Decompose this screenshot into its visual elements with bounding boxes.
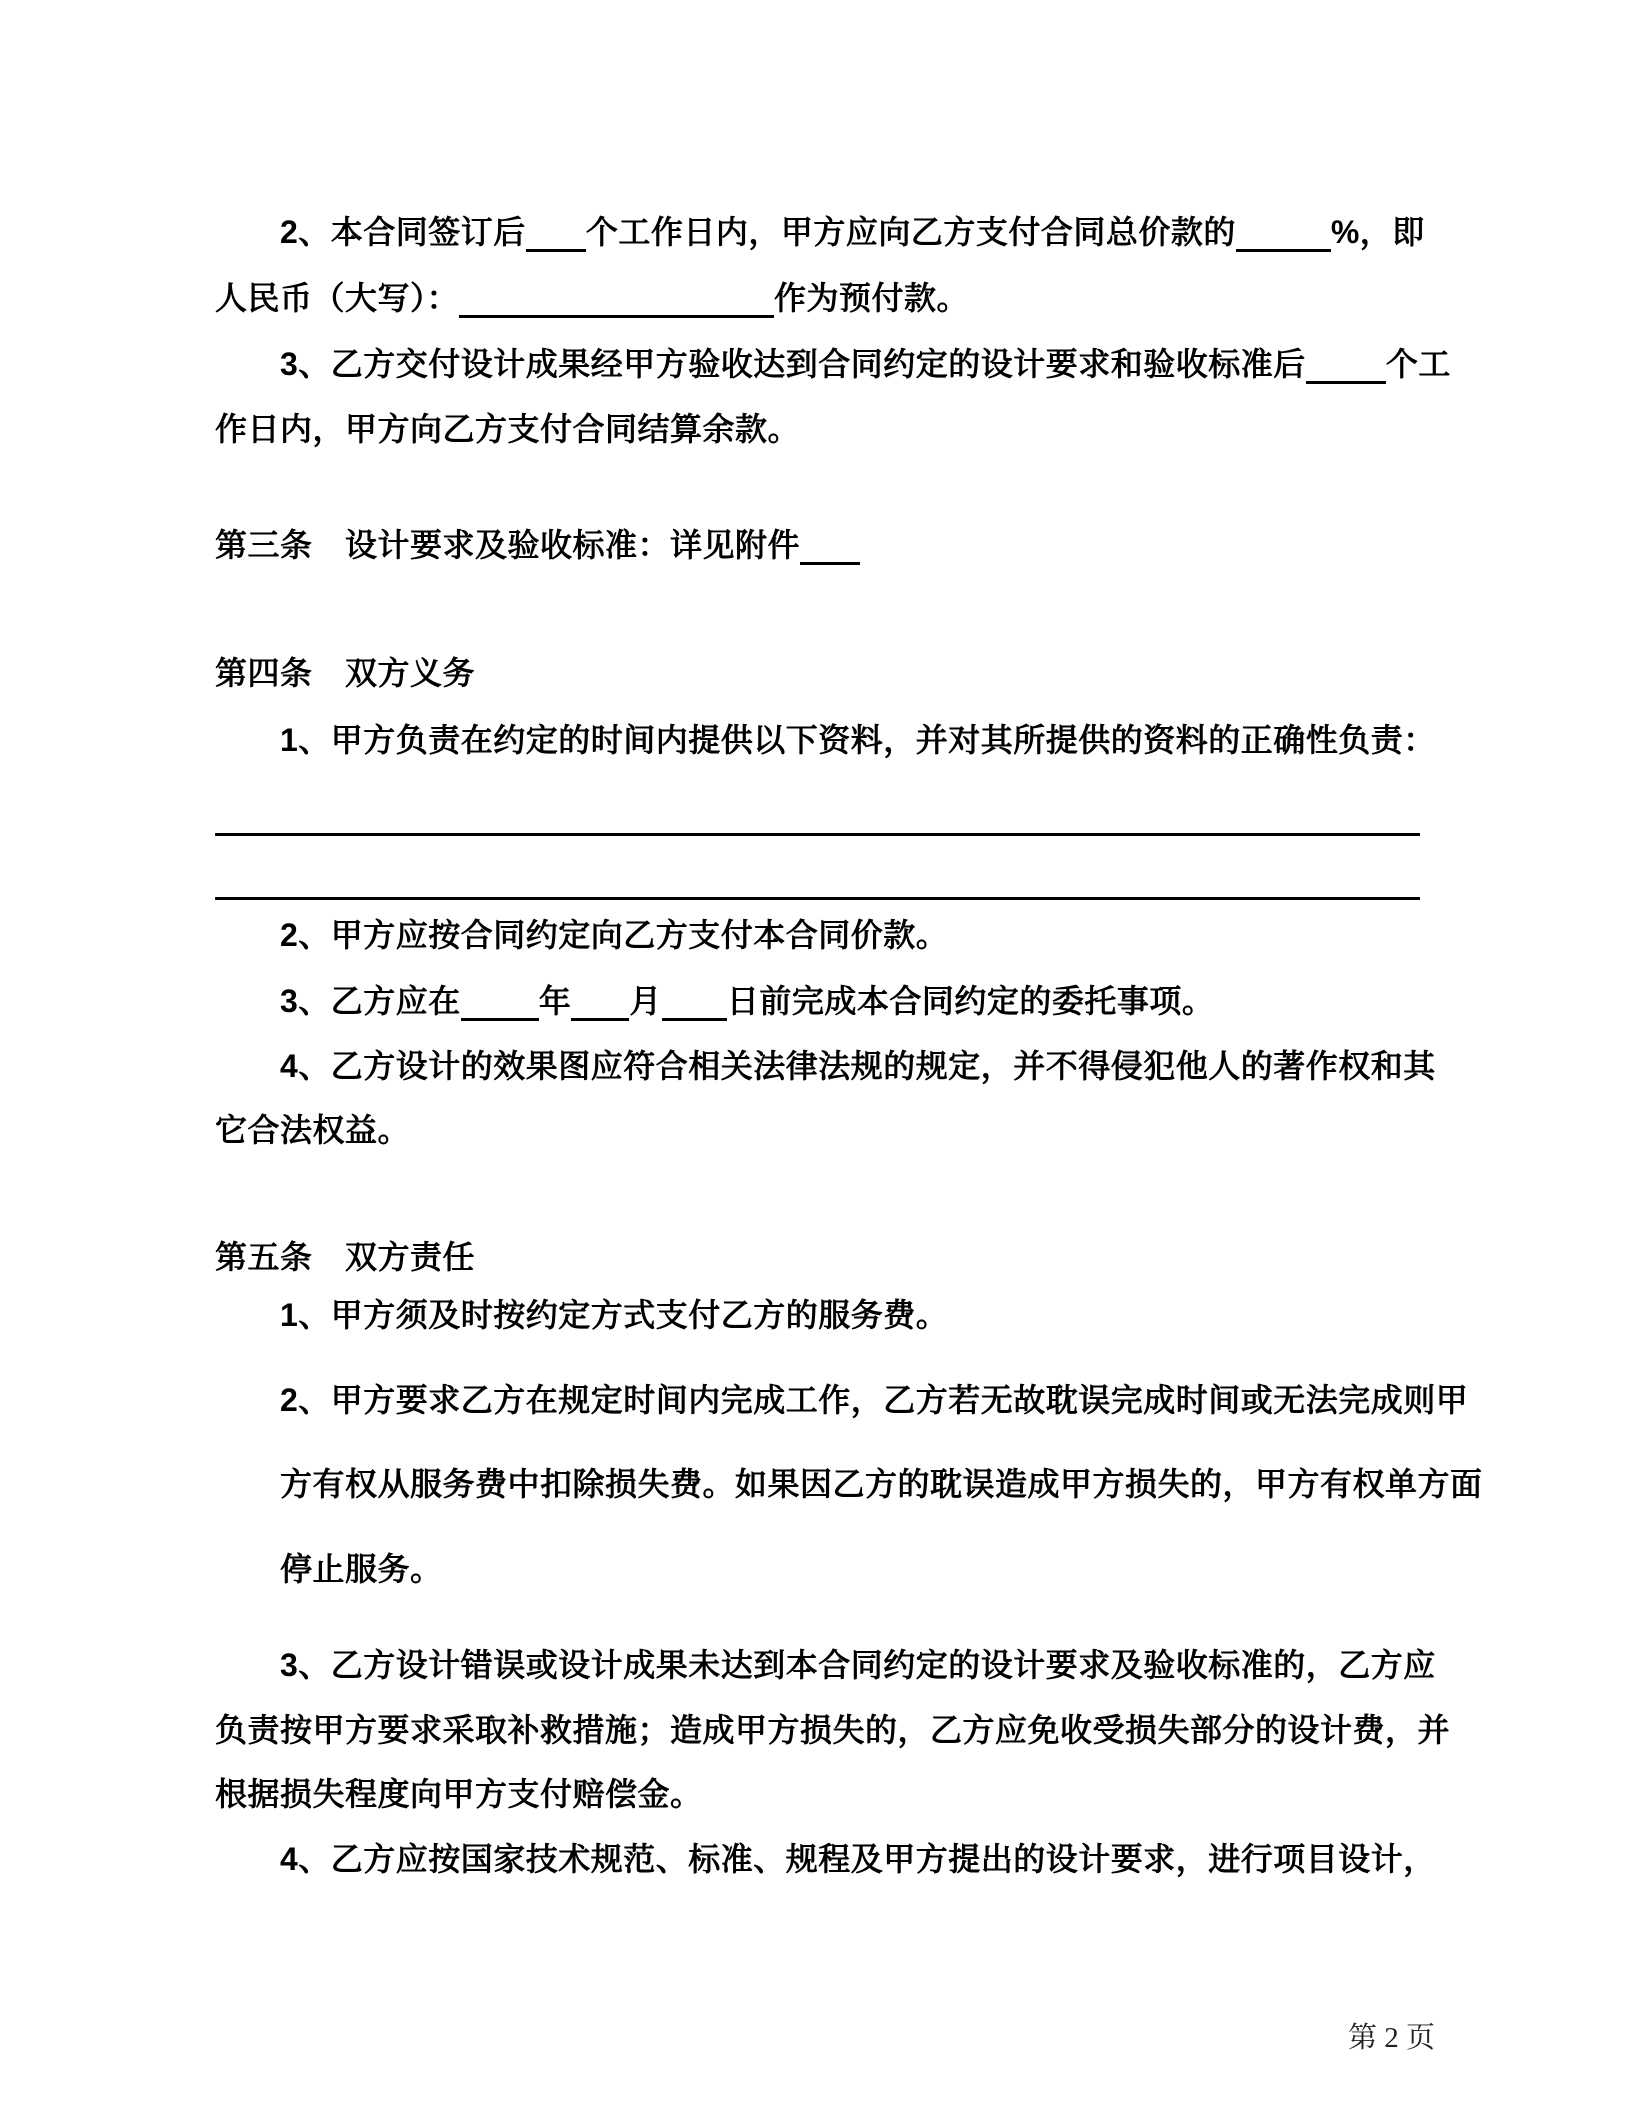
section-heading (215, 1237, 475, 1277)
page-number: 第 2 页 (1348, 2022, 1436, 2054)
text-line (280, 981, 1214, 1021)
text-segment: 1、甲方负责在约定的时间内提供以下资料，并对其所提供的资料的正确性负责： (280, 722, 1436, 758)
text-segment: 第四条 双方义务 (215, 655, 476, 691)
text-line (280, 1046, 1436, 1086)
text-segment: 日前完成本合同约定的委托事项。 (726, 983, 1215, 1019)
text-segment: 个工 (1385, 346, 1451, 382)
text-segment: 4、乙方设计的效果图应符合相关法律法规的规定，并不得侵犯他人的著作权和其 (280, 1048, 1436, 1084)
text-segment: 第五条 双方责任 (215, 1239, 476, 1275)
text-line (280, 212, 1425, 252)
blank-underline-field (1236, 212, 1331, 252)
text-line (280, 344, 1451, 384)
blank-underline-field (571, 981, 629, 1021)
blank-underline-field (1306, 344, 1386, 384)
text-segment: 3、乙方设计错误或设计成果未达到本合同约定的设计要求及验收标准的，乙方应 (280, 1647, 1436, 1683)
text-line (280, 720, 1436, 760)
text-segment: 停止服务。 (280, 1551, 443, 1587)
section-heading (215, 653, 475, 693)
text-segment: 3、乙方交付设计成果经甲方验收达到合同约定的设计要求和验收标准后 (280, 346, 1306, 382)
fill-in-rule-line (215, 833, 1420, 836)
text-segment: 根据损失程度向甲方支付赔偿金。 (215, 1776, 703, 1812)
text-line (215, 1110, 410, 1150)
text-segment: 方有权从服务费中扣除损失费。如果因乙方的耽误造成甲方损失的，甲方有权单方面 (280, 1466, 1483, 1502)
text-segment: 1、甲方须及时按约定方式支付乙方的服务费。 (280, 1297, 949, 1333)
text-segment: 2、本合同签订后 (280, 214, 526, 250)
text-line (215, 1710, 1450, 1750)
text-line (280, 1549, 443, 1589)
text-line (280, 1839, 1436, 1879)
text-segment: %，即 (1330, 214, 1425, 250)
text-segment: 月 (629, 983, 662, 1019)
text-segment: 2、甲方要求乙方在规定时间内完成工作，乙方若无故耽误完成时间或无法完成则甲 (280, 1382, 1469, 1418)
blank-underline-field (461, 981, 539, 1021)
fill-in-rule-line (215, 897, 1420, 900)
text-segment: 作日内，甲方向乙方支付合同结算余款。 (215, 411, 801, 447)
blank-underline-field (662, 981, 727, 1021)
text-segment: 3、乙方应在 (280, 983, 461, 1019)
text-line (280, 1464, 1483, 1504)
text-segment: 2、甲方应按合同约定向乙方支付本合同价款。 (280, 917, 949, 953)
text-segment: 它合法权益。 (215, 1112, 411, 1148)
text-segment: 人民币（大写）： (215, 280, 460, 316)
text-line (280, 1295, 948, 1335)
text-line (215, 278, 969, 318)
text-segment: 个工作日内，甲方应向乙方支付合同总价款的 (585, 214, 1236, 250)
text-line (215, 1774, 703, 1814)
blank-underline-field (459, 278, 774, 318)
text-line (280, 915, 948, 955)
text-segment: 年 (538, 983, 572, 1019)
text-segment: 作为预付款。 (774, 280, 970, 316)
blank-underline-field (526, 212, 586, 252)
blank-underline-field (800, 525, 860, 565)
text-line (280, 1380, 1468, 1420)
text-segment: 第三条 设计要求及验收标准：详见附件 (215, 527, 801, 563)
text-line (280, 1645, 1436, 1685)
section-heading (215, 525, 860, 565)
text-line (215, 409, 800, 449)
text-segment: 4、乙方应按国家技术规范、标准、规程及甲方提出的设计要求，进行项目设计， (280, 1841, 1436, 1877)
text-segment: 负责按甲方要求采取补救措施；造成甲方损失的，乙方应免收受损失部分的设计费，并 (215, 1712, 1451, 1748)
